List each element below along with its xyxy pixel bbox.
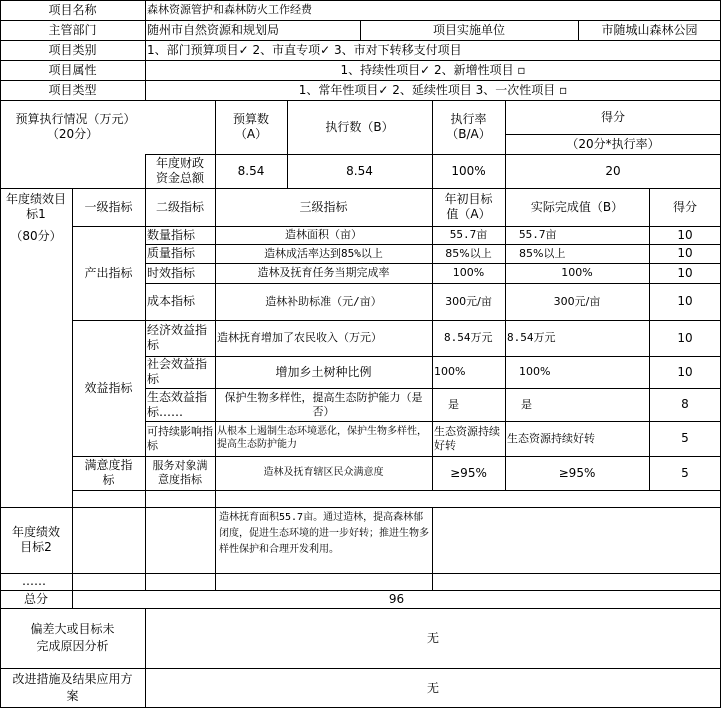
goal2-note: 造林抚育面积55.7亩。通过造林，提高森林郁闭度，促进生态环境的进一步好转；推进生物多样性保护和合理开发利用。 — [219, 512, 429, 555]
score-sustainable: 5 — [681, 431, 689, 445]
l3-timeliness: 造林及抚育任务当期完成率 — [257, 266, 390, 280]
output-indicator-label: 产出指标 — [84, 265, 133, 280]
exec-header: 执行数（B） — [325, 119, 394, 134]
actual-sustainable: 生态资源持续好转 — [507, 431, 595, 445]
l2-economic: 经济效益指标 — [147, 323, 208, 352]
header-actual: 实际完成值（B） — [530, 199, 624, 214]
target-quality: 85%以上 — [445, 246, 492, 260]
target-timeliness: 100% — [452, 266, 485, 280]
l2-cost: 成本指标 — [147, 294, 196, 308]
l2-quantity: 数量指标 — [147, 227, 196, 242]
attr-value: 1、持续性项目✓ 2、新增性项目 ▫ — [340, 62, 526, 77]
score-quantity: 10 — [677, 227, 693, 242]
l3-sustainable: 从根本上遏制生态环境恶化，保护生物多样性，提高生态防护能力 — [217, 426, 427, 450]
exec-value: 8.54 — [346, 163, 373, 178]
type-value: 1、常年性项目✓ 2、延续性项目 3、一次性项目 ▫ — [298, 82, 568, 97]
header-level1: 一级指标 — [84, 199, 133, 214]
total-value: 96 — [388, 591, 405, 606]
l2-sustainable: 可持续影响指标 — [147, 424, 213, 452]
actual-ecological: 是 — [521, 397, 532, 411]
header-level3: 三级指标 — [299, 199, 348, 214]
satisfaction-indicator-label: 满意度指标 — [84, 458, 133, 487]
score-cost: 10 — [677, 294, 693, 308]
score-satisfaction: 5 — [681, 465, 689, 480]
target-cost: 300元/亩 — [445, 294, 492, 308]
actual-quantity: 55.7亩 — [519, 228, 557, 242]
attr-label: 项目属性 — [48, 62, 97, 77]
header-score: 得分 — [672, 199, 697, 214]
improve-value: 无 — [426, 680, 439, 695]
actual-social: 100% — [519, 365, 551, 379]
goal1-score-note: （80分） — [10, 228, 62, 243]
target-ecological: 是 — [448, 397, 459, 411]
target-social: 100% — [434, 365, 466, 379]
target-sustainable: 生态资源持续好转 — [434, 424, 500, 452]
category-value: 1、部门预算项目✓ 2、市直专项✓ 3、市对下转移支付项目 — [147, 42, 462, 57]
actual-cost: 300元/亩 — [553, 294, 601, 308]
l2-timeliness: 时效指标 — [147, 265, 196, 280]
score-economic: 10 — [677, 330, 693, 345]
l2-quality: 质量指标 — [147, 246, 196, 260]
dept-label: 主管部门 — [48, 22, 97, 37]
impl-value: 市随城山森林公园 — [601, 22, 698, 37]
target-satisfaction: ≥95% — [450, 465, 487, 480]
header-level2: 二级指标 — [155, 199, 204, 214]
l3-quality: 造林成活率达到85%以上 — [264, 246, 383, 260]
l3-social: 增加乡土树种比例 — [275, 364, 372, 379]
target-economic: 8.54万元 — [444, 331, 493, 345]
l3-satisfaction: 造林及抚育辖区民众满意度 — [263, 466, 384, 478]
score-formula: （20分*执行率） — [566, 136, 660, 151]
score-social: 10 — [677, 364, 693, 379]
target-quantity: 55.7亩 — [449, 228, 488, 242]
score-header: 得分 — [600, 109, 625, 124]
l2-social: 社会效益指标 — [147, 357, 208, 386]
score-ecological: 8 — [681, 397, 689, 411]
project-name-value: 森林资源管护和森林防火工作经费 — [147, 3, 312, 17]
goal2-label: 年度绩效目标2 — [11, 525, 60, 554]
l3-ecological: 保护生物多样性，提高生态防护能力（是否） — [224, 390, 423, 418]
l3-economic: 造林抚育增加了农民收入（万元） — [217, 331, 382, 345]
l3-quantity: 造林面积（亩） — [285, 228, 362, 242]
header-target: 年初目标值（A） — [444, 192, 493, 221]
score-quality: 10 — [677, 246, 693, 260]
actual-quality: 85%以上 — [519, 246, 566, 260]
l2-satisfaction: 服务对象满意度指标 — [152, 459, 208, 486]
l2-ecological: 生态效益指标…… — [147, 389, 208, 419]
project-name-label: 项目名称 — [48, 2, 97, 17]
actual-timeliness: 100% — [561, 266, 593, 280]
budget-label: 预算执行情况（万元）（20分） — [15, 112, 130, 141]
benefit-indicator-label: 效益指标 — [84, 380, 133, 395]
goal1-label: 年度绩效目标1 — [6, 192, 67, 221]
goal2-ellipsis: …… — [22, 574, 46, 588]
category-label: 项目类别 — [48, 42, 97, 57]
rate-header: 执行率（B/A） — [446, 112, 491, 141]
deviation-label: 偏差大或目标未完成原因分析 — [30, 621, 115, 653]
total-label: 总分 — [23, 591, 48, 606]
actual-satisfaction: ≥95% — [558, 465, 596, 480]
impl-label: 项目实施单位 — [432, 22, 505, 37]
type-label: 项目类型 — [48, 82, 97, 97]
improve-label: 改进措施及结果应用方案 — [12, 671, 133, 703]
budget-header: 预算数（A） — [232, 112, 269, 141]
score-value: 20 — [605, 163, 621, 178]
l3-cost: 造林补助标准（元/亩） — [265, 294, 382, 308]
actual-economic: 8.54万元 — [507, 331, 556, 345]
rate-value: 100% — [451, 163, 486, 178]
budget-value: 8.54 — [237, 163, 265, 178]
deviation-value: 无 — [426, 630, 439, 645]
score-timeliness: 10 — [677, 265, 693, 280]
dept-value: 随州市自然资源和规划局 — [147, 22, 280, 37]
budget-row-label: 年度财政资金总额 — [155, 156, 204, 185]
